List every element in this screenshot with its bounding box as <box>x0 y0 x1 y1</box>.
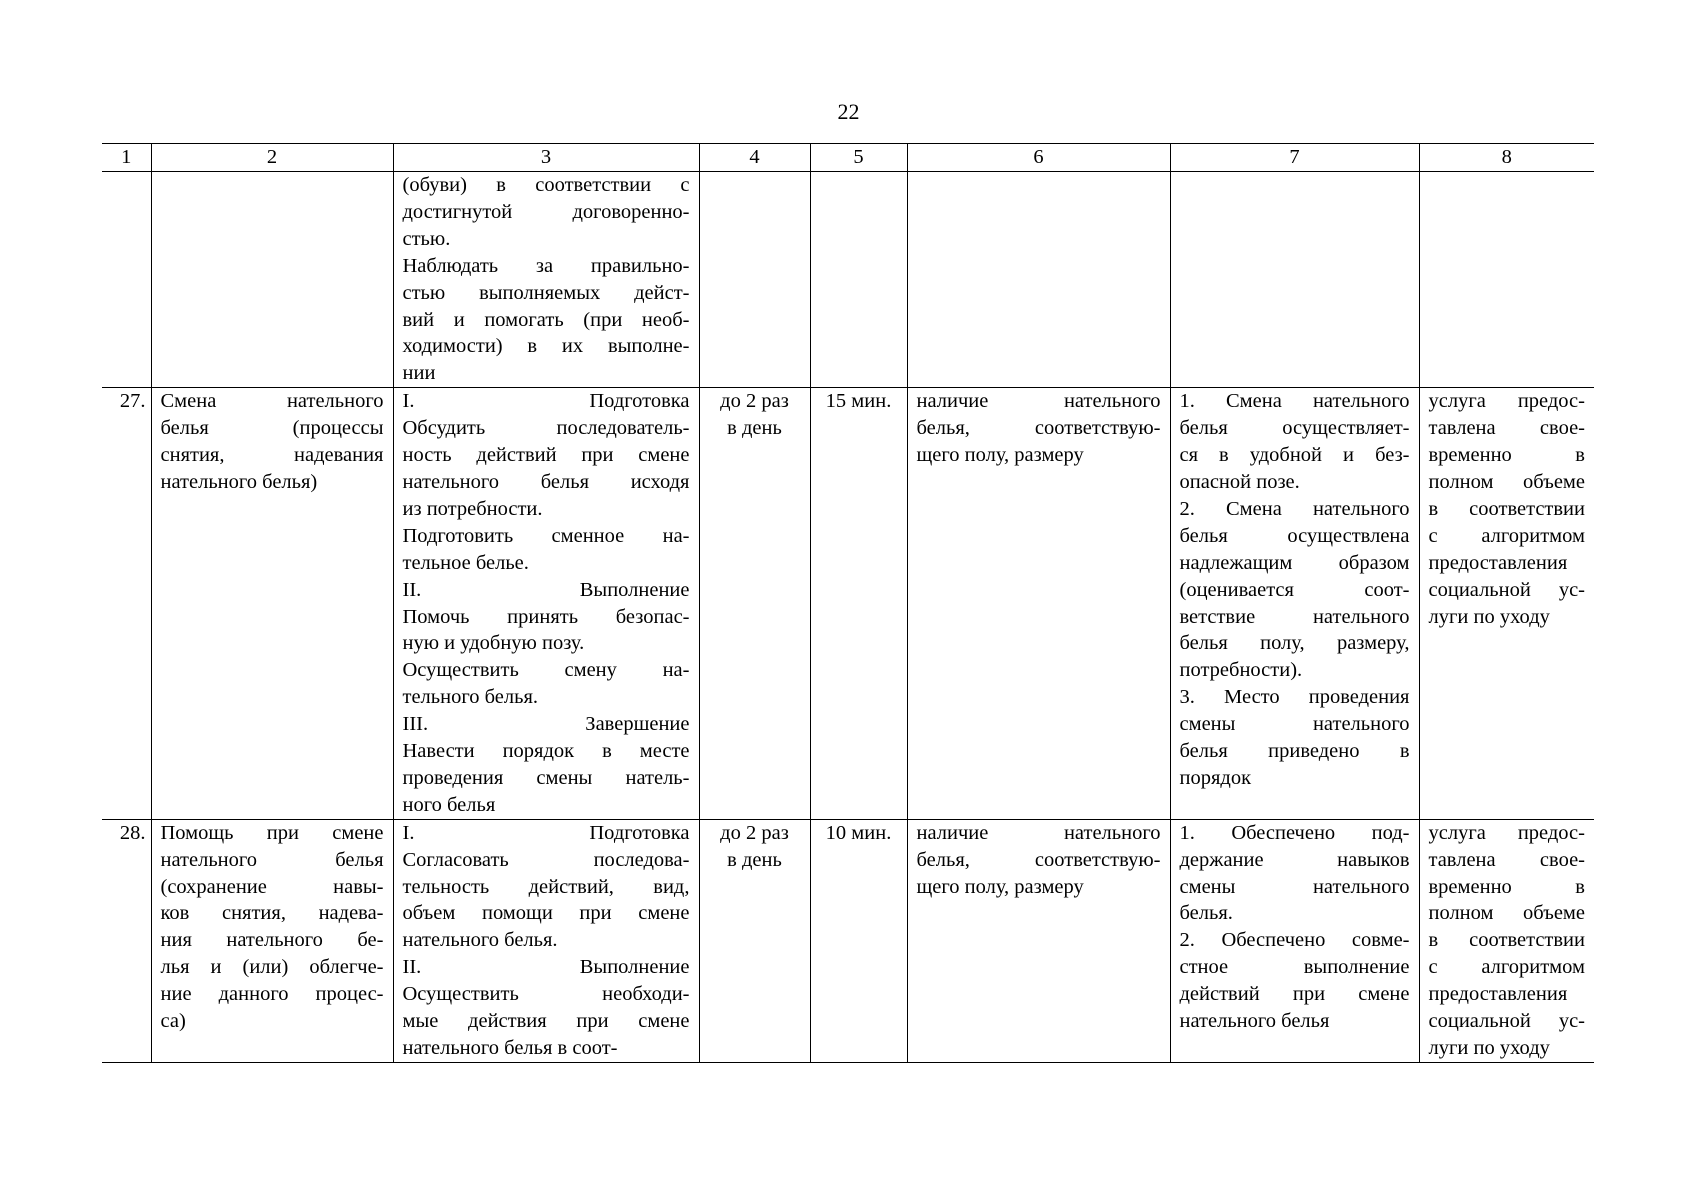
cell-line: опасной позе. <box>1179 470 1300 493</box>
procedure-cell <box>393 819 699 1062</box>
cell-line: Осуществить смену на- <box>402 659 690 682</box>
quality-cell <box>1170 388 1419 820</box>
cell-line: ную и удобную позу. <box>402 632 585 655</box>
column-header: 3 <box>393 144 699 172</box>
quality-cell <box>1170 819 1419 1062</box>
cell-line: белья, соответствую- <box>916 417 1161 440</box>
cell-line: снятия, надевания <box>160 444 384 467</box>
cell-line: белья осуществлена <box>1179 524 1410 547</box>
cell-line: смены нательного <box>1179 713 1410 736</box>
frequency-cell <box>699 819 810 1062</box>
cell-line: белья. <box>1179 902 1233 925</box>
cell-line: услуга предос- <box>1428 390 1585 413</box>
cell-line: нательного белья) <box>160 470 318 493</box>
conditions-cell <box>907 819 1170 1062</box>
cell-line: I. Подготовка <box>402 821 690 844</box>
cell-line: наличие нательного <box>916 390 1161 413</box>
cell-line: в соответствии <box>1428 497 1585 520</box>
cell-line: са) <box>160 1010 186 1033</box>
cell-line: 1. Смена нательного <box>1179 390 1410 413</box>
table-row <box>102 819 1594 1062</box>
cell-line: ходимости) в их выполне- <box>402 335 690 358</box>
cell-line: (обуви) в соответствии с <box>402 174 690 196</box>
cell-line: до 2 раз <box>720 821 789 844</box>
cell-line: ветствие нательного <box>1179 605 1410 628</box>
procedure-cell <box>393 388 699 820</box>
cell-line: нательного белья. <box>402 929 558 952</box>
table-row-continuation <box>102 172 1594 388</box>
cell-line: тавлена свое- <box>1428 848 1585 871</box>
cell-line: полном объеме <box>1428 902 1585 925</box>
cell-line: тавлена свое- <box>1428 417 1585 440</box>
cell-line: ния нательного бе- <box>160 929 384 952</box>
cell-line: стное выполнение <box>1179 956 1410 979</box>
cell-line: в день <box>727 417 782 440</box>
service-cell <box>151 172 393 388</box>
cell-line: Осуществить необходи- <box>402 983 690 1006</box>
procedure-cell <box>393 172 699 388</box>
column-header: 7 <box>1170 144 1419 172</box>
cell-line: нательного белья <box>1179 1010 1330 1033</box>
cell-line: Наблюдать за правильно- <box>402 254 690 277</box>
cell-line: вий и помогать (при необ- <box>402 308 690 331</box>
cell-line: тельность действий, вид, <box>402 875 690 898</box>
cell-line: социальной ус- <box>1428 1010 1585 1033</box>
cell-line: II. Выполнение <box>402 956 690 979</box>
column-header: 2 <box>151 144 393 172</box>
cell-line: нательного белья в соот- <box>402 1037 618 1059</box>
cell-line: 1. Обеспечено под- <box>1179 821 1410 844</box>
cell-line: 2. Смена нательного <box>1179 497 1410 520</box>
cell-line: объем помощи при смене <box>402 902 690 925</box>
cell-line: наличие нательного <box>916 821 1161 844</box>
cell-line: белья (процессы <box>160 417 384 440</box>
cell-line: Помощь при смене <box>160 821 384 844</box>
cell-line: III. Завершение <box>402 713 690 736</box>
cell-line: Навести порядок в месте <box>402 740 690 763</box>
cell-line: стью. <box>402 227 451 250</box>
cell-line: с алгоритмом <box>1428 956 1585 979</box>
column-header: 5 <box>810 144 907 172</box>
cell-line: порядок <box>1179 766 1252 789</box>
conditions-cell <box>907 388 1170 820</box>
cell-line: лья и (или) облегче- <box>160 956 384 979</box>
cell-line: достигнутой договоренно- <box>402 200 690 223</box>
cell-line: смены нательного <box>1179 875 1410 898</box>
cell-line: нательного белья <box>160 848 384 871</box>
cell-line: Согласовать последова- <box>402 848 690 871</box>
row-number-cell <box>102 172 151 388</box>
cell-line: ние данного процес- <box>160 983 384 1006</box>
cell-line: тельное белье. <box>402 551 529 574</box>
cell-line: социальной ус- <box>1428 578 1585 601</box>
assessment-cell <box>1419 388 1594 820</box>
cell-line: 3. Место проведения <box>1179 686 1410 709</box>
cell-line: потребности). <box>1179 659 1303 682</box>
cell-line: (сохранение навы- <box>160 875 384 898</box>
cell-line: временно в <box>1428 444 1585 467</box>
cell-line: луги по уходу <box>1428 1037 1550 1059</box>
cell-line: белья полу, размеру, <box>1179 632 1410 655</box>
cell-line: предоставления <box>1428 551 1568 574</box>
cell-line: мые действия при смене <box>402 1010 690 1033</box>
cell-line: луги по уходу <box>1428 605 1550 628</box>
cell-line: предоставления <box>1428 983 1568 1006</box>
cell-line: Смена нательного <box>160 390 384 413</box>
duration-cell: 10 мин. <box>810 819 907 1062</box>
cell-line: нии <box>402 362 436 385</box>
cell-line: Обсудить последователь- <box>402 417 690 440</box>
cell-line: белья осуществляет- <box>1179 417 1410 440</box>
cell-line: II. Выполнение <box>402 578 690 601</box>
duration-cell: 15 мин. <box>810 388 907 820</box>
cell-line: до 2 раз <box>720 390 789 413</box>
column-header: 8 <box>1419 144 1594 172</box>
column-header: 4 <box>699 144 810 172</box>
row-number-cell: 27. <box>102 388 151 820</box>
frequency-cell <box>699 388 810 820</box>
cell-line: полном объеме <box>1428 470 1585 493</box>
cell-line: ков снятия, надева- <box>160 902 384 925</box>
quality-cell <box>1170 172 1419 388</box>
cell-line: временно в <box>1428 875 1585 898</box>
column-header: 1 <box>102 144 151 172</box>
cell-line: I. Подготовка <box>402 390 690 413</box>
cell-line: стью выполняемых дейст- <box>402 281 690 304</box>
cell-line: Помочь принять безопас- <box>402 605 690 628</box>
row-number-cell: 28. <box>102 819 151 1062</box>
cell-line: действий при смене <box>1179 983 1410 1006</box>
cell-line: в день <box>727 848 782 871</box>
cell-line: ного белья <box>402 793 496 816</box>
cell-line: 2. Обеспечено совме- <box>1179 929 1410 952</box>
cell-line: в соответствии <box>1428 929 1585 952</box>
column-header: 6 <box>907 144 1170 172</box>
cell-line: держание навыков <box>1179 848 1410 871</box>
frequency-cell <box>699 172 810 388</box>
conditions-cell <box>907 172 1170 388</box>
table-header-row <box>102 144 1594 172</box>
cell-line: ся в удобной и без- <box>1179 444 1410 467</box>
cell-line: проведения смены натель- <box>402 766 690 789</box>
service-cell <box>151 388 393 820</box>
service-cell <box>151 819 393 1062</box>
services-table <box>102 143 1594 1063</box>
cell-line: щего полу, размеру <box>916 444 1084 467</box>
cell-line: тельного белья. <box>402 686 539 709</box>
page-number: 22 <box>837 99 860 124</box>
table-row <box>102 388 1594 820</box>
cell-line: надлежащим образом <box>1179 551 1410 574</box>
assessment-cell <box>1419 172 1594 388</box>
cell-line: щего полу, размеру <box>916 875 1084 898</box>
duration-cell <box>810 172 907 388</box>
cell-line: услуга предос- <box>1428 821 1585 844</box>
cell-line: из потребности. <box>402 497 543 520</box>
cell-line: (оценивается соот- <box>1179 578 1410 601</box>
cell-line: белья приведено в <box>1179 740 1410 763</box>
cell-line: нательного белья исходя <box>402 470 690 493</box>
assessment-cell <box>1419 819 1594 1062</box>
cell-line: белья, соответствую- <box>916 848 1161 871</box>
cell-line: Подготовить сменное на- <box>402 524 690 547</box>
cell-line: с алгоритмом <box>1428 524 1585 547</box>
cell-line: ность действий при смене <box>402 444 690 467</box>
